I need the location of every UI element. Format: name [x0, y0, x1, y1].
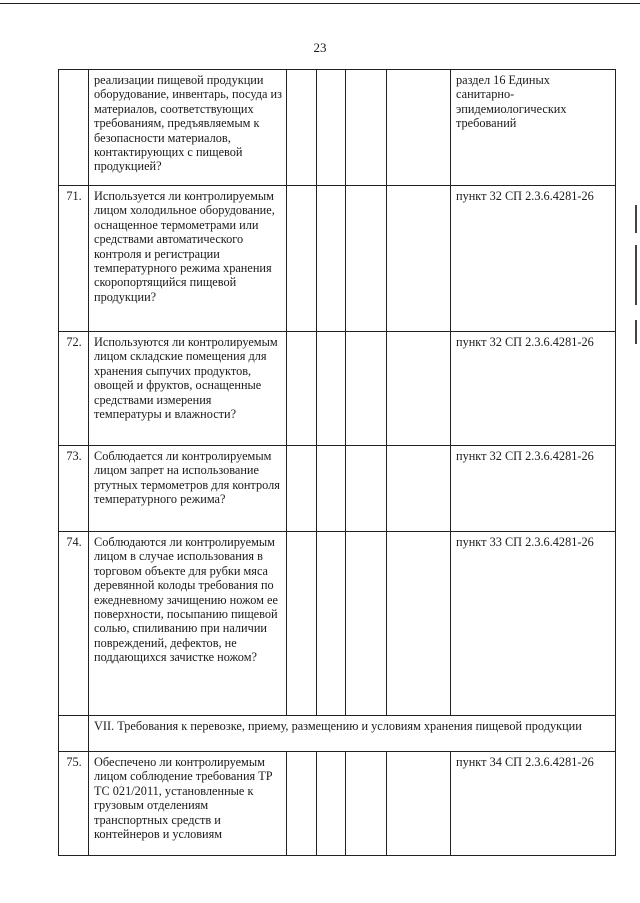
legal-reference: пункт 32 СП 2.3.6.4281-26 [451, 186, 616, 332]
legal-reference: пункт 33 СП 2.3.6.4281-26 [451, 532, 616, 716]
row-number: 74. [59, 532, 89, 716]
row-number: 75. [59, 752, 89, 856]
checklist-table [58, 69, 616, 856]
note-cell [387, 70, 451, 186]
answer-no-cell [317, 186, 346, 332]
answer-no-cell [317, 70, 346, 186]
answer-yes-cell [287, 446, 317, 532]
requirement-question: Используется ли контролируемым лицом холодильное оборудование, оснащенное термометрами или средствами автоматического контроля и регистрации температурного режима хранения скоропортящийся пищевой продукции? [89, 186, 287, 332]
answer-yes-cell [287, 186, 317, 332]
section-row [59, 716, 616, 752]
requirement-question: реализации пищевой продукции оборудование, инвентарь, посуда из материалов, соответствующих требованиям, предъявляемым к безопасности материалов, контактирующих с пищевой продукцией? [89, 70, 287, 186]
row-number [59, 70, 89, 186]
table-row [59, 532, 616, 716]
answer-yes-cell [287, 532, 317, 716]
edge-mark [635, 245, 637, 305]
page-number: 23 [313, 40, 327, 55]
section-heading: VII. Требования к перевозке, приему, размещению и условиям хранения пищевой продукции [89, 716, 616, 752]
answer-na-cell [346, 332, 387, 446]
note-cell [387, 532, 451, 716]
edge-mark [635, 320, 637, 344]
requirement-question: Используются ли контролируемым лицом складские помещения для хранения сыпучих продуктов, овощей и фруктов, оснащенные средствами измерения температуры и влажности? [89, 332, 287, 446]
legal-reference: пункт 34 СП 2.3.6.4281-26 [451, 752, 616, 856]
table-row [59, 186, 616, 332]
answer-na-cell [346, 752, 387, 856]
note-cell [387, 752, 451, 856]
answer-no-cell [317, 532, 346, 716]
note-cell [387, 332, 451, 446]
legal-reference: раздел 16 Единых санитарно-эпидемиологических требований [451, 70, 616, 186]
table-row [59, 70, 616, 186]
legal-reference: пункт 32 СП 2.3.6.4281-26 [451, 332, 616, 446]
answer-yes-cell [287, 332, 317, 446]
table-row [59, 332, 616, 446]
answer-na-cell [346, 446, 387, 532]
table-row [59, 446, 616, 532]
requirement-question: Обеспечено ли контролируемым лицом соблюдение требования ТР ТС 021/2011, установленные к грузовым отделениям транспортных средств и контейнеров и условиям [89, 752, 287, 856]
row-number: 73. [59, 446, 89, 532]
answer-no-cell [317, 332, 346, 446]
section-number-cell [59, 716, 89, 752]
answer-yes-cell [287, 752, 317, 856]
page-top-border [0, 3, 640, 4]
answer-na-cell [346, 532, 387, 716]
answer-na-cell [346, 70, 387, 186]
edge-mark [635, 205, 637, 233]
requirement-question: Соблюдается ли контролируемым лицом запрет на использование ртутных термометров для контроля температурного режима? [89, 446, 287, 532]
row-number: 71. [59, 186, 89, 332]
answer-yes-cell [287, 70, 317, 186]
row-number: 72. [59, 332, 89, 446]
legal-reference: пункт 32 СП 2.3.6.4281-26 [451, 446, 616, 532]
answer-no-cell [317, 446, 346, 532]
answer-no-cell [317, 752, 346, 856]
answer-na-cell [346, 186, 387, 332]
note-cell [387, 186, 451, 332]
table-row [59, 752, 616, 856]
requirement-question: Соблюдаются ли контролируемым лицом в случае использования в торговом объекте для рубки мяса деревянной колоды требования по ежедневному зачищению ножом ее поверхности, посыпанию пищевой солью, спиливанию при наличии повреждений, дефектов, не поддающихся зачистке ножом? [89, 532, 287, 716]
note-cell [387, 446, 451, 532]
